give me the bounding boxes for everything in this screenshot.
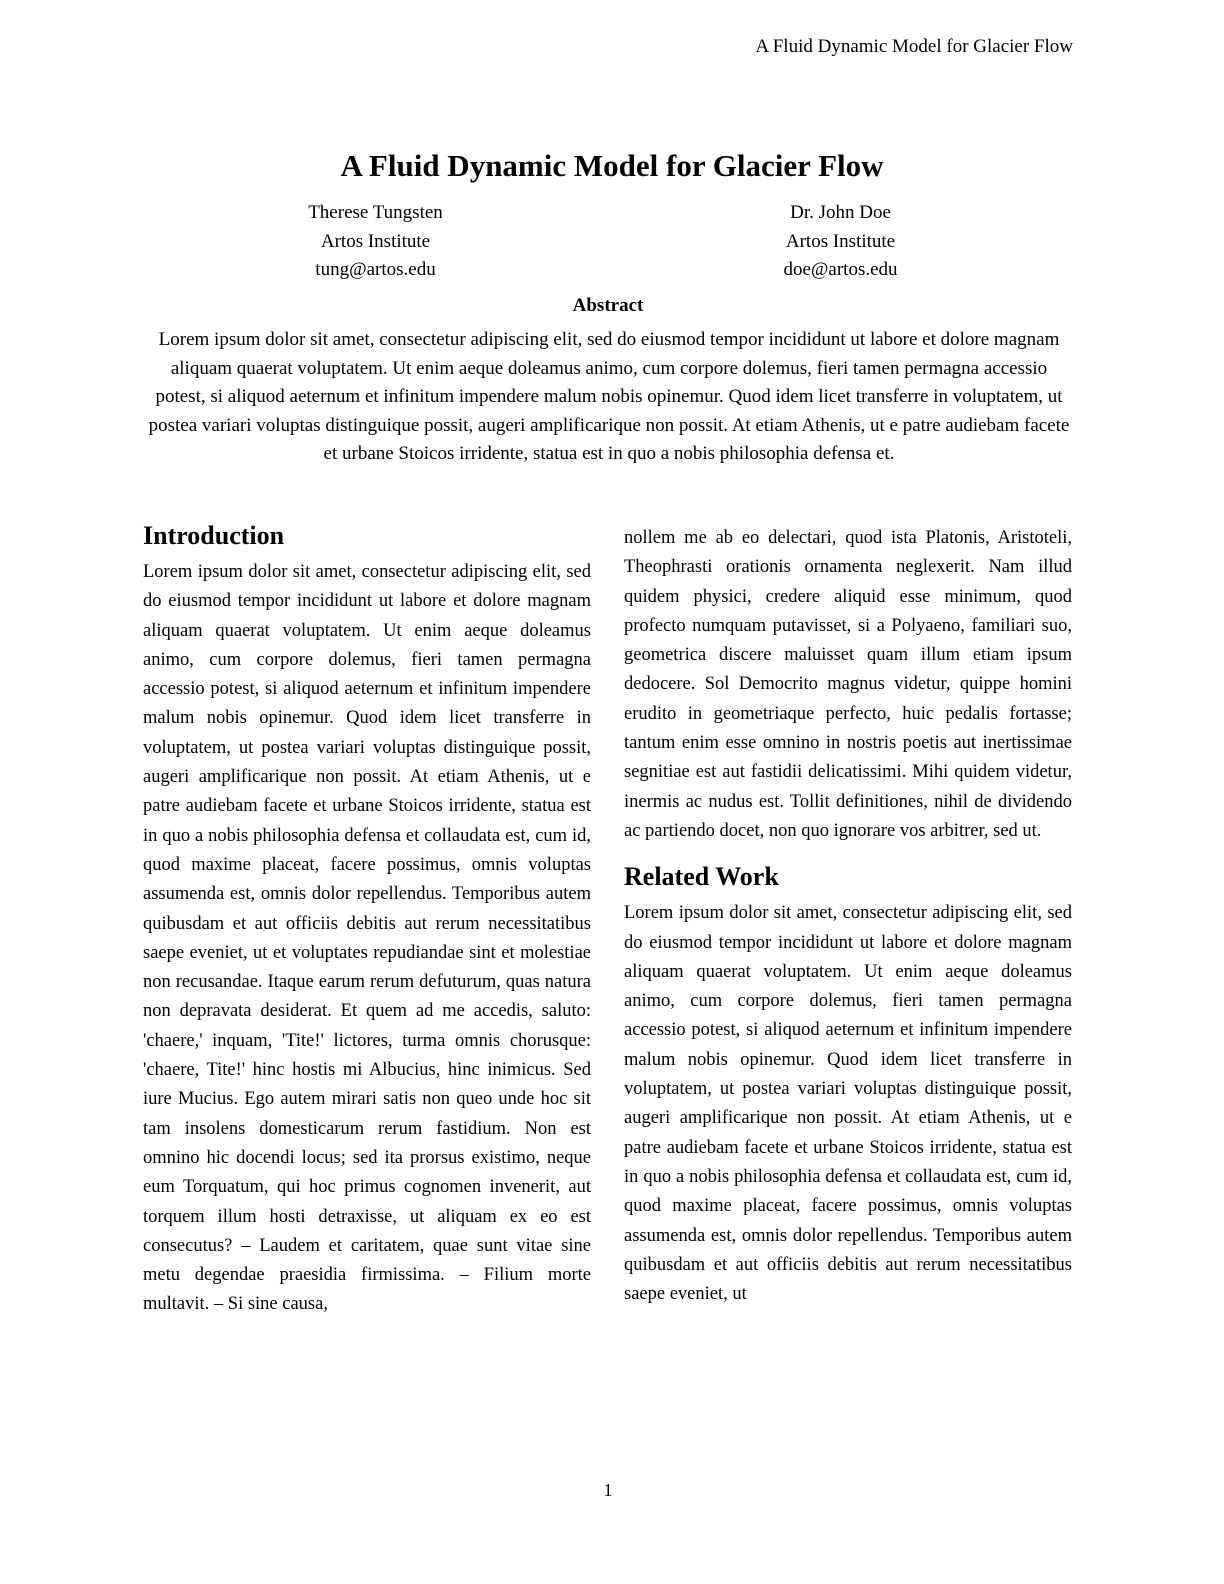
author-block xyxy=(608,199,1073,285)
related-work-text: Lorem ipsum dolor sit amet, consectetur adipiscing elit, sed do eiusmod tempor incididunt ut labore et dolore magnam aliquam quaerat voluptatem. Ut enim aeque doleamus animo, cum corpore dolemus, fieri tamen permagna accessio potest, si aliquod aeternum et infinitum impendere malum nobis opinemur. Quod idem licet transferre in voluptatem, ut postea variari voluptas distinguique possit, augeri amplificarique non possit. At etiam Athenis, ut e patre audiebam facete et urbane Stoicos irridente, statua est in quo a nobis philosophia defensa et collaudata est, cum id, quod maxime placeat, facere possimus, omnis voluptas assumenda est, omnis dolor repellendus. Temporibus autem quibusdam et aut officiis debitis aut rerum necessitatibus saepe eveniet, ut xyxy=(624,903,1072,1305)
introduction-column2-text: nollem me ab eo delectari, quod ista Platonis, Aristoteli, Theophrasti orationis ornamenta neglexerit. Nam illud quidem physici, credere aliquid esse minimum, quod profecto numquam putavisset, si a Polyaeno, familiari suo, geometrica discere maluisset quam illum etiam ipsum dedocere. Sol Democrito magnus videtur, quippe homini erudito in geometriaque perfecto, huic pedalis fortasse; tantum enim esse omnino in nostris poetis aut inertissimae segnitiae est aut fastidii delicatissimi. Mihi quidem videtur, inermis ac nudus est. Tollit definitiones, nihil de dividendo ac partiendo docet, non quo ignorare vos arbitrer, sed ut. xyxy=(624,528,1072,841)
author-block xyxy=(143,199,608,285)
paper-title: A Fluid Dynamic Model for Glacier Flow xyxy=(340,147,884,183)
running-header: A Fluid Dynamic Model for Glacier Flow xyxy=(755,36,1073,57)
author-affiliation: Artos Institute xyxy=(785,230,896,252)
section-heading-related-work: Related Work xyxy=(624,862,779,892)
page-number: 1 xyxy=(603,1480,613,1500)
author-affiliation: Artos Institute xyxy=(320,230,431,252)
author-email: tung@artos.edu xyxy=(315,259,436,280)
introduction-column1-text: Lorem ipsum dolor sit amet, consectetur adipiscing elit, sed do eiusmod tempor incididunt ut labore et dolore magnam aliquam quaerat voluptatem. Ut enim aeque doleamus animo, cum corpore dolemus, fieri tamen permagna accessio potest, si aliquod aeternum et infinitum impendere malum nobis opinemur. Quod idem licet transferre in voluptatem, ut postea variari voluptas distinguique possit, augeri amplificarique non possit. At etiam Athenis, ut e patre audiebam facete et urbane Stoicos irridente, statua est in quo a nobis philosophia defensa et collaudata est, cum id, quod maxime placeat, facere possimus, omnis voluptas assumenda est, omnis dolor repellendus. Temporibus autem quibusdam et aut officiis debitis aut rerum necessitatibus saepe eveniet, ut et voluptates repudiandae sint et molestiae non recusandae. Itaque earum rerum defuturum, quas natura non depravata desiderat. Et quem ad me accedis, saluto: 'chaere,' inquam, 'Tite!' lictores, turma omnis chorusque: 'chaere, Tite!' hinc hostis mi Albucius, hinc inimicus. Sed iure Mucius. Ego autem mirari satis non queo unde hoc sit tam insolens domesticarum rerum fastidium. Non est omnino hic docendi locus; sed ita prorsus existimo, neque eum Torquatum, qui hoc primus cognomen invenerit, aut torquem illum hosti detraxisse, ut aliquam ex eo est consecutus? – Laudem et caritatem, quae sunt vitae sine metu degendae praesidia firmissima. – Filium morte multavit. – Si sine causa, xyxy=(143,562,591,1315)
abstract-heading: Abstract xyxy=(572,295,644,316)
left-column xyxy=(143,520,591,1320)
abstract-text: Lorem ipsum dolor sit amet, consectetur adipiscing elit, sed do eiusmod tempor incididunt ut labore et dolore magnam aliquam quaerat voluptatem. Ut enim aeque doleamus animo, cum corpore dolemus, fieri tamen permagna accessio potest, si aliquod aeternum et infinitum impendere malum nobis opinemur. Quod idem licet transferre in voluptatem, ut postea variari voluptas distinguique possit, augeri amplificarique non possit. At etiam Athenis, ut e patre audiebam facete et urbane Stoicos irridente, statua est in quo a nobis philosophia defensa et. xyxy=(148,329,1070,464)
author-list xyxy=(143,199,1073,285)
section-heading-introduction: Introduction xyxy=(143,521,285,550)
author-name: Therese Tungsten xyxy=(308,202,443,223)
two-column-body xyxy=(143,520,1073,1320)
author-name: Dr. John Doe xyxy=(790,202,891,223)
author-email: doe@artos.edu xyxy=(783,259,898,280)
right-column xyxy=(624,520,1072,1320)
